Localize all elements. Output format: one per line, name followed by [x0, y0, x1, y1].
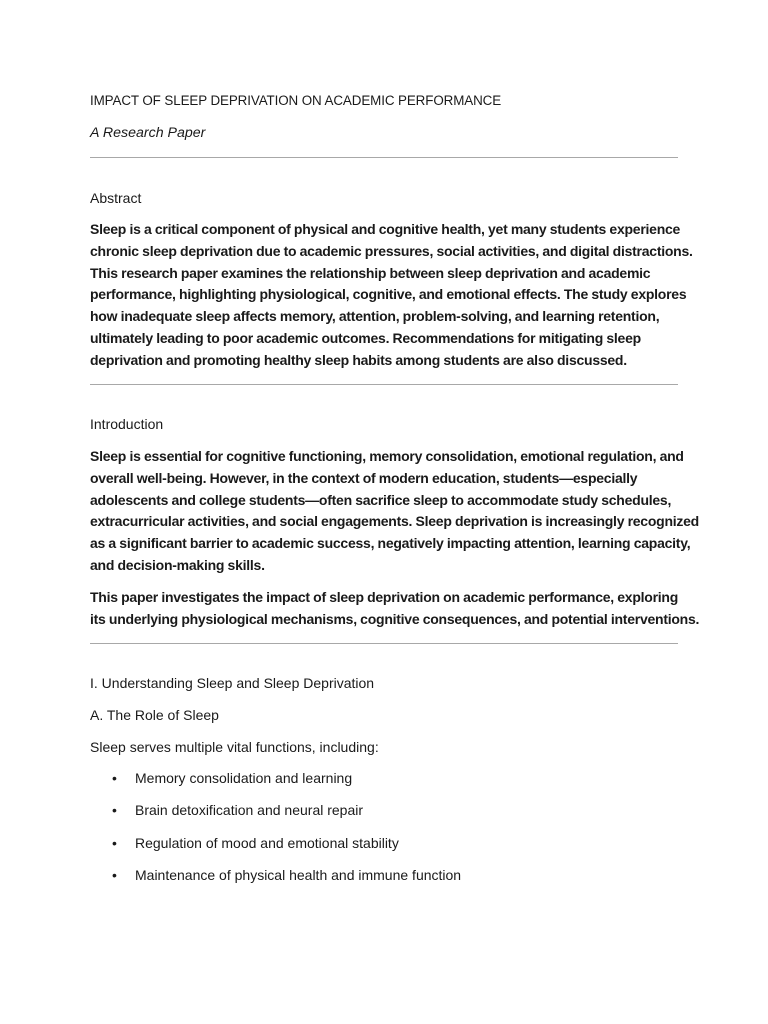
bullet-icon: •	[112, 770, 117, 786]
paragraph-line: adolescents and college students—often sacrifice sleep to accommodate study schedules,	[90, 491, 672, 508]
paragraph-line: and decision-making skills.	[90, 556, 265, 573]
paragraph-line: This research paper examines the relationship between sleep deprivation and academic	[90, 264, 651, 281]
subsection-heading: A. The Role of Sleep	[90, 707, 219, 723]
list-item-text: Maintenance of physical health and immune function	[135, 866, 462, 883]
abstract-heading: Abstract	[90, 190, 142, 206]
paragraph-line: as a significant barrier to academic success, negatively impacting attention, learning capacity,	[90, 535, 691, 552]
list-item	[90, 770, 461, 802]
paragraph-line: performance, highlighting physiological, cognitive, and emotional effects. The study explores	[90, 286, 687, 303]
document-subtitle: A Research Paper	[90, 125, 206, 141]
bullet-list	[90, 770, 461, 899]
paragraph-line: ultimately leading to poor academic outcomes. Recommendations for mitigating sleep	[90, 329, 641, 346]
paragraph-line: deprivation and promoting healthy sleep habits among students are also discussed.	[90, 351, 627, 368]
section-lead-text: Sleep serves multiple vital functions, including:	[90, 739, 379, 755]
list-item-text: Memory consolidation and learning	[135, 770, 353, 786]
paragraph-line: how inadequate sleep affects memory, attention, problem-solving, and learning retention,	[90, 308, 660, 325]
paragraph-line: chronic sleep deprivation due to academic pressures, social activities, and digital distractions.	[90, 242, 693, 259]
list-item	[90, 835, 461, 867]
section-heading: I. Understanding Sleep and Sleep Deprivation	[90, 675, 375, 691]
bullet-icon: •	[112, 802, 117, 819]
paragraph-line: its underlying physiological mechanisms, cognitive consequences, and potential interventions.	[90, 610, 700, 627]
list-item-text: Regulation of mood and emotional stability	[135, 834, 399, 851]
introduction-paragraph	[90, 446, 699, 577]
paragraph-line: extracurricular activities, and social engagements. Sleep deprivation is increasingly recognized	[90, 513, 699, 530]
paragraph-line: Sleep is essential for cognitive functioning, memory consolidation, emotional regulation, and	[90, 448, 684, 464]
paragraph-line: This paper investigates the impact of sleep deprivation on academic performance, exploring	[90, 589, 679, 605]
paragraph-line: overall well-being. However, in the context of modern education, students—especially	[90, 469, 638, 486]
divider-rule	[90, 157, 678, 158]
bullet-icon: •	[112, 866, 117, 883]
list-item	[90, 867, 461, 899]
bullet-icon: •	[112, 834, 117, 851]
list-item	[90, 802, 461, 834]
divider-rule	[90, 384, 678, 385]
abstract-paragraph	[90, 219, 693, 372]
divider-rule	[90, 643, 678, 644]
introduction-heading: Introduction	[90, 416, 164, 432]
list-item-text: Brain detoxification and neural repair	[135, 802, 364, 819]
paragraph-line: Sleep is a critical component of physical and cognitive health, yet many students experience	[90, 221, 681, 237]
document-title: IMPACT OF SLEEP DEPRIVATION ON ACADEMIC PERFORMANCE	[90, 93, 502, 108]
introduction-paragraph	[90, 587, 700, 631]
